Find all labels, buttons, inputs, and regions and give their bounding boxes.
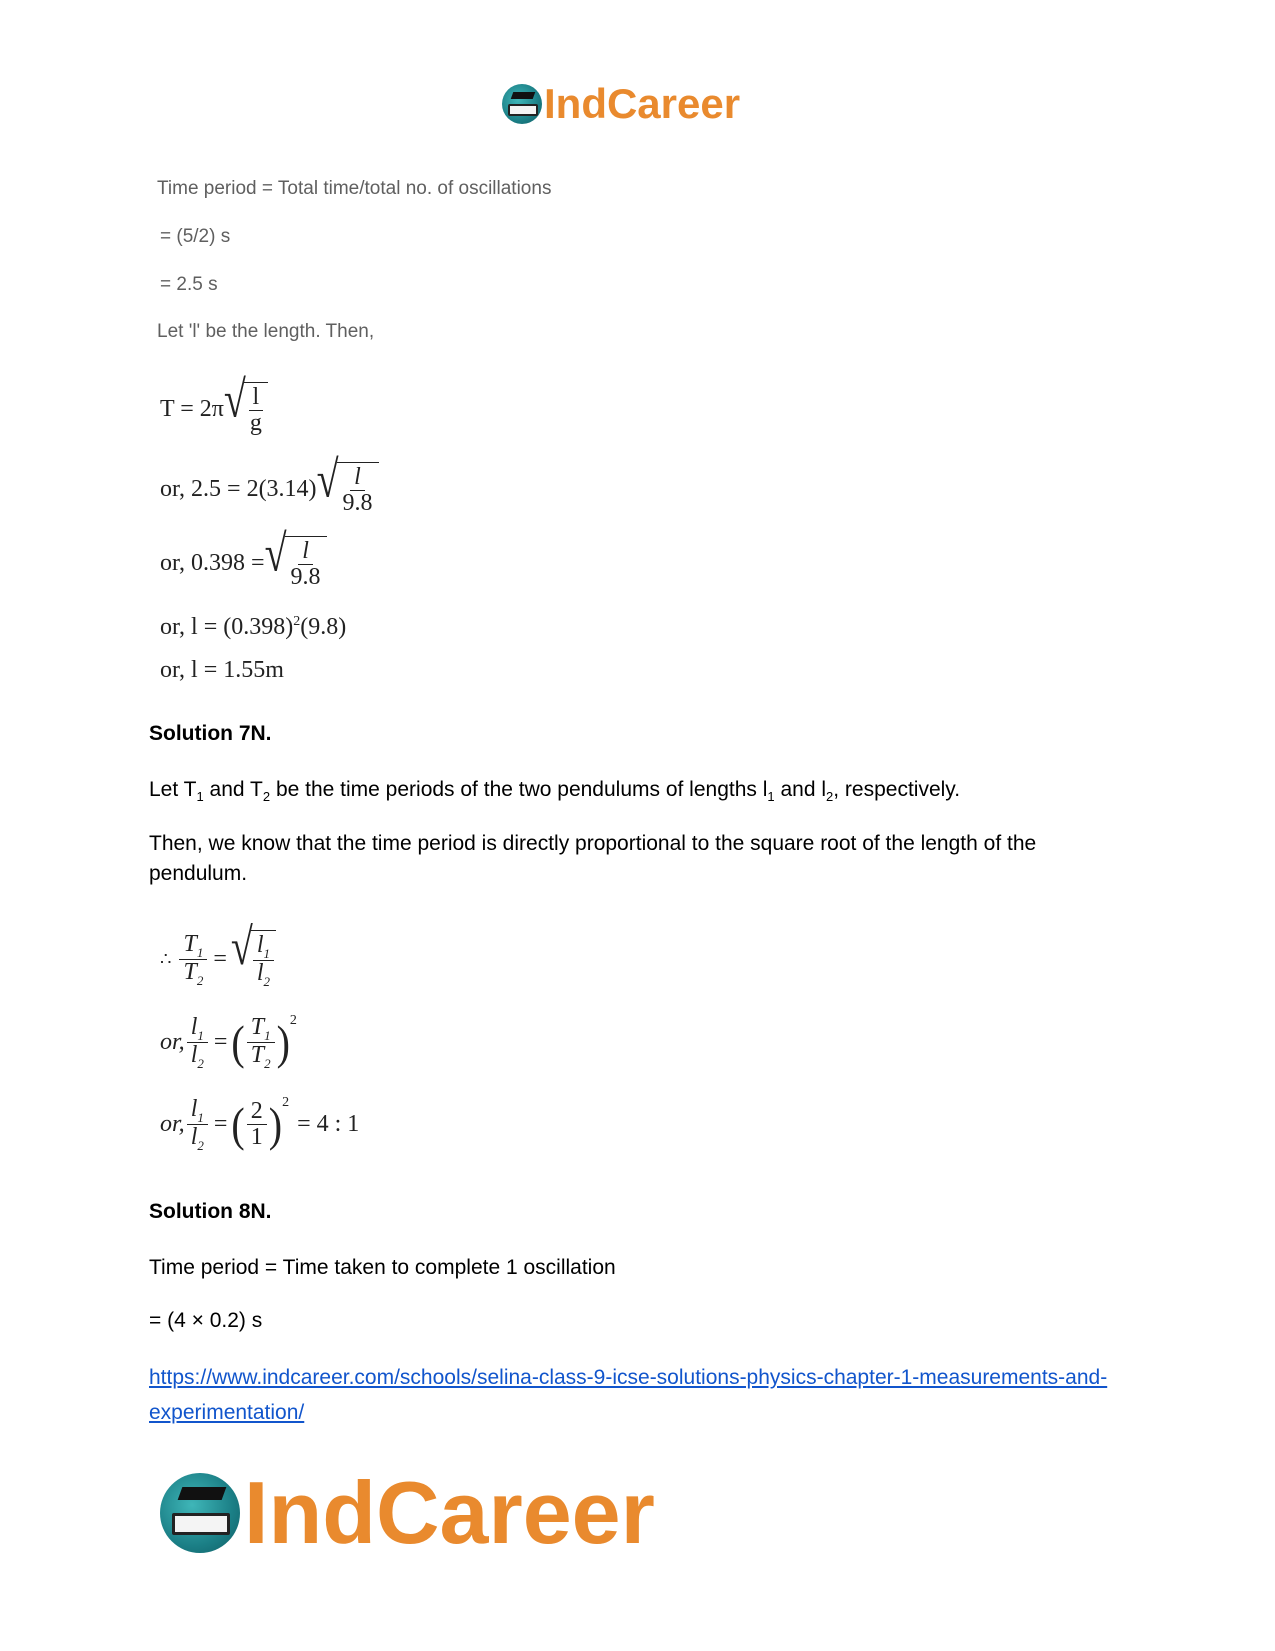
indcareer-logo-top bbox=[502, 80, 740, 128]
ratio-result-equation: or, $\frac{l_1}{l_2}$ = ( $\frac{2}{1}$ ) 2 = 4 : 1 bbox=[160, 1094, 360, 1154]
length-squared-lhs: or, l = (0.398) bbox=[160, 614, 294, 640]
simplified-denominator: 9.8 bbox=[290, 564, 321, 591]
solution-7n-intro: Let $T_1$ and $T_2$ be the time periods of the two pendulums of lengths $l_1$ and $l_2$, respectively. bbox=[149, 778, 961, 805]
simplified-numerator: l bbox=[298, 539, 313, 565]
simplified-lhs: or, 0.398 = bbox=[160, 549, 265, 576]
ratio-squared-equation: or, $\frac{l_1}{l_2}$ = ( $\frac{T_1}{T_2}$ ) 2 bbox=[160, 1012, 297, 1072]
substitution-equation: or, 2.5 = 2(3.14) √ $\frac{l}{9.8}$ bbox=[160, 462, 379, 516]
indcareer-logo-bottom bbox=[160, 1462, 655, 1564]
length-result: or, l = 1.55m bbox=[160, 657, 284, 683]
ratio-equation: ∴ $\frac{T_1}{T_2}$ = √ $\frac{l_1}{l_2}$ bbox=[160, 930, 276, 989]
gravity-factor: (9.8) bbox=[300, 614, 347, 640]
time-period-fraction: = (5/2) s bbox=[160, 226, 231, 247]
formula-denominator: g bbox=[249, 410, 262, 437]
formula-numerator: l bbox=[249, 385, 264, 411]
length-intro: Let 'l' be the length. Then, bbox=[157, 321, 375, 342]
graduation-book-icon bbox=[502, 84, 542, 124]
simplified-equation: or, 0.398 = √ $\frac{l}{9.8}$ bbox=[160, 536, 327, 590]
solution-8n-heading: Solution 8N. bbox=[149, 1200, 272, 1223]
time-period-value: = 2.5 s bbox=[160, 274, 218, 295]
graduation-book-icon bbox=[160, 1473, 240, 1553]
therefore-symbol: ∴ bbox=[160, 948, 172, 969]
brand-name: IndCareer bbox=[544, 80, 741, 127]
solution-8n-calculation: = (4 × 0.2) s bbox=[149, 1309, 263, 1332]
ratio-result: = 4 : 1 bbox=[297, 1111, 360, 1138]
solution-7n-heading: Solution 7N. bbox=[149, 722, 272, 745]
solution-8n-definition: Time period = Time taken to complete 1 oscillation bbox=[149, 1256, 616, 1279]
source-url-link[interactable]: https://www.indcareer.com/schools/selina-class-9-icse-solutions-physics-chapter-1-measurements-and-experimentation/ bbox=[149, 1366, 1108, 1424]
pendulum-formula: T = 2π √ $\frac{l}{g}$ bbox=[160, 382, 268, 436]
brand-name-large: IndCareer bbox=[244, 1463, 655, 1562]
substitution-numerator: l bbox=[350, 465, 365, 491]
square-exponent: 2 bbox=[293, 613, 301, 629]
length-squared-equation bbox=[160, 614, 346, 641]
time-period-definition: Time period = Total time/total no. of oscillations bbox=[157, 178, 552, 199]
formula-lhs: T = 2π bbox=[160, 395, 224, 422]
substitution-lhs: or, 2.5 = 2(3.14) bbox=[160, 475, 317, 502]
solution-7n-statement: Then, we know that the time period is directly proportional to the square root of the length of the pendulum. bbox=[149, 832, 1037, 885]
substitution-denominator: 9.8 bbox=[342, 490, 373, 517]
